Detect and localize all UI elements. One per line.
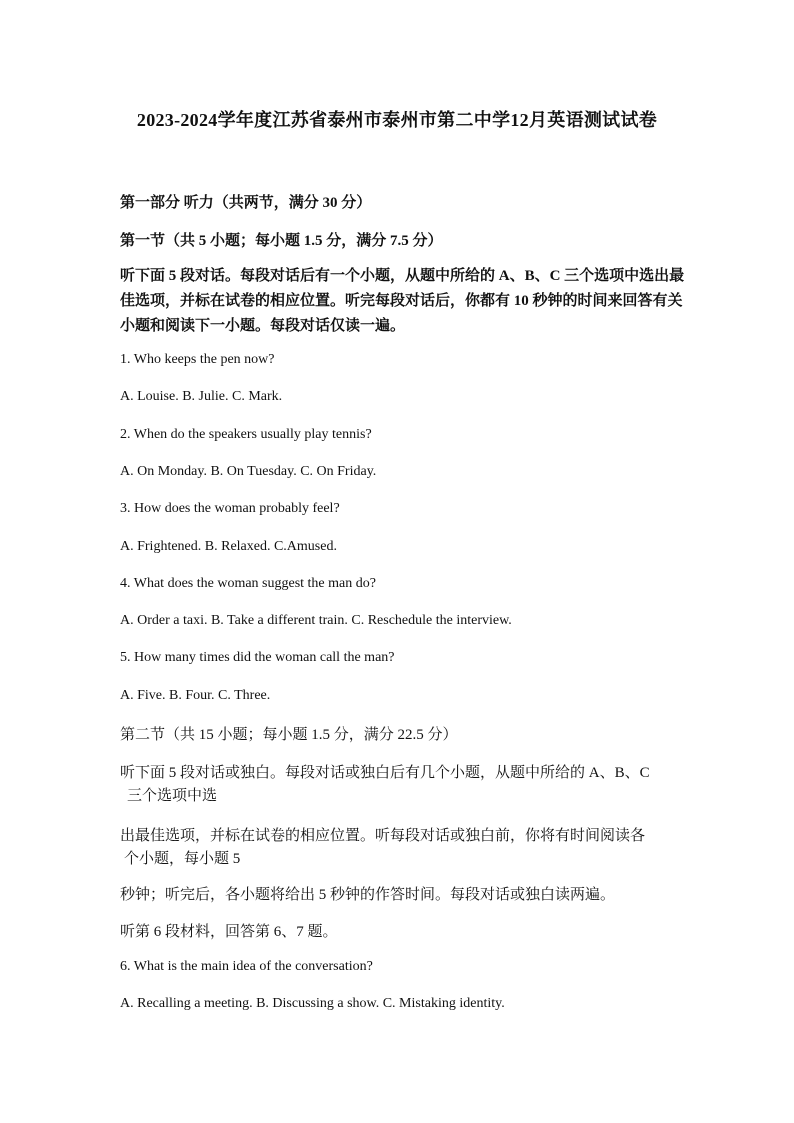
- question-2-options: A. On Monday. B. On Tuesday. C. On Friday.: [120, 464, 377, 479]
- section2-instructions-line4: 个小题，每小题 5: [124, 851, 241, 867]
- section2-instructions-line2: 三个选项中选: [127, 788, 218, 804]
- question-3: 3. How does the woman probably feel?: [120, 501, 340, 516]
- exam-title: 2023-2024学年度江苏省泰州市泰州市第二中学12月英语测试试卷: [136, 110, 658, 130]
- section1-instructions: 听下面 5 段对话。每段对话后有一个小题，从题中所给的 A、B、C 三个选项中选出最佳选项，并标在试卷的相应位置。听完每段对话后，你都有 10 秒钟的时间来回答有关小题和阅读下一小题。每段对话仅读一遍。: [120, 268, 685, 334]
- material-6-prompt: 听第 6 段材料，回答第 6、7 题。: [120, 924, 338, 940]
- question-3-options: A. Frightened. B. Relaxed. C.Amused.: [120, 539, 337, 554]
- question-6: 6. What is the main idea of the conversation?: [120, 959, 373, 974]
- section2-instructions-line1: 听下面 5 段对话或独白。每段对话或独白后有几个小题，从题中所给的 A、B、C: [120, 765, 650, 781]
- question-1-options: A. Louise. B. Julie. C. Mark.: [120, 389, 283, 404]
- question-4: 4. What does the woman suggest the man do?: [120, 576, 376, 591]
- question-5: 5. How many times did the woman call the man?: [120, 650, 395, 665]
- section2-instructions-line3: 出最佳选项，并标在试卷的相应位置。听每段对话或独白前，你将有时间阅读各: [120, 828, 646, 844]
- section2-instructions-line5: 秒钟；听完后，各小题将给出 5 秒钟的作答时间。每段对话或独白读两遍。: [120, 887, 616, 903]
- question-2: 2. When do the speakers usually play tennis?: [120, 427, 372, 442]
- part1-heading: 第一部分 听力（共两节，满分 30 分）: [120, 195, 372, 211]
- question-5-options: A. Five. B. Four. C. Three.: [120, 688, 271, 703]
- question-4-options: A. Order a taxi. B. Take a different train. C. Reschedule the interview.: [120, 613, 512, 628]
- question-1: 1. Who keeps the pen now?: [120, 352, 275, 367]
- section2-heading: 第二节（共 15 小题；每小题 1.5 分，满分 22.5 分）: [120, 727, 458, 743]
- section1-heading: 第一节（共 5 小题；每小题 1.5 分，满分 7.5 分）: [120, 233, 443, 249]
- question-6-options: A. Recalling a meeting. B. Discussing a show. C. Mistaking identity.: [120, 996, 505, 1011]
